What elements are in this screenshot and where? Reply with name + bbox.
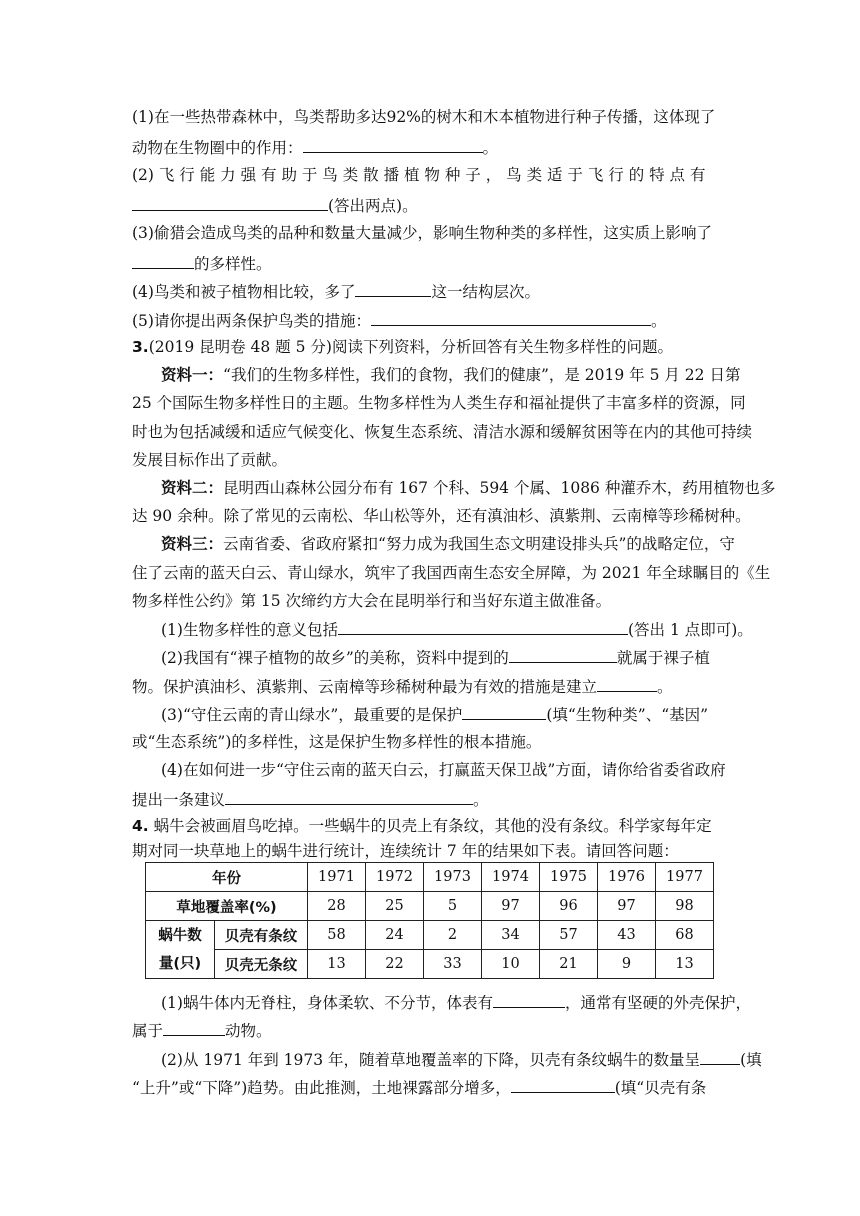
punct: 。 (482, 139, 499, 157)
plain-cell: 21 (540, 950, 598, 979)
material1-line2: 25 个国际生物多样性日的主题。生物多样性为人类生存和福祉提供了丰富多样的资源，同 (132, 394, 746, 412)
plain-cell: 33 (424, 950, 482, 979)
striped-cell: 34 (482, 921, 540, 950)
material3-line1 (161, 533, 735, 555)
year-header: 年份 (146, 863, 308, 892)
q4-b1-l2-pre: 属于 (132, 1022, 164, 1040)
punct: 。 (473, 791, 489, 809)
q2-part1-line2 (132, 136, 498, 159)
plain-cell: 10 (482, 950, 540, 979)
year-cell: 1973 (424, 863, 482, 892)
material3-line2: 住了云南的蓝天白云、青山绿水，筑牢了我国西南生态安全屏障，为 2021 年全球瞩目的《生 (132, 564, 771, 582)
answer-blank[interactable] (132, 252, 194, 269)
q3-a3-post: (填“生物种类”、“基因” (546, 706, 709, 724)
q3-answer1 (161, 618, 753, 641)
material2-line1 (161, 477, 775, 499)
answer-blank[interactable] (511, 1076, 615, 1093)
answer-blank[interactable] (509, 646, 617, 663)
material1-line4: 发展目标作出了贡献。 (132, 451, 288, 469)
snail-count-label-l1: 蜗牛数 (158, 927, 202, 944)
q3-a1-post: (答出 1 点即可)。 (627, 621, 753, 639)
answer-blank[interactable] (371, 309, 651, 326)
q2-part5-pre: (5)请你提出两条保护鸟类的措施： (132, 312, 371, 330)
q4-number: 4. (132, 817, 149, 835)
material1-label: 资料一： (161, 366, 224, 384)
table-row (146, 950, 714, 979)
year-cell: 1976 (598, 863, 656, 892)
cover-cell: 28 (308, 892, 366, 921)
cover-cell: 98 (656, 892, 714, 921)
material2-text: 昆明西山森林公园分布有 167 个科、594 个属、1086 种灌乔木，药用植物也多 (223, 479, 776, 497)
striped-cell: 57 (540, 921, 598, 950)
q2-part4-pre: (4)鸟类和被子植物相比较，多了 (132, 283, 356, 301)
striped-label: 贝壳有条纹 (215, 921, 308, 950)
material1-line3: 时也为包括减缓和适应气候变化、恢复生态系统、清洁水源和缓解贫困等在内的其他可持续 (132, 423, 753, 441)
answer-blank[interactable] (462, 703, 546, 720)
material1-line1 (161, 364, 740, 386)
q2-part3-line2 (132, 252, 272, 275)
year-cell: 1972 (366, 863, 424, 892)
year-cell: 1975 (540, 863, 598, 892)
punct: 。 (657, 678, 673, 696)
q3-answer2-line2 (132, 675, 673, 698)
q4-b1-post: ，通常有坚硬的外壳保护， (564, 994, 751, 1012)
q4-b1-pre: (1)蜗牛体内无脊柱，身体柔软、不分节，体表有 (161, 994, 493, 1012)
punct: 。 (650, 312, 667, 330)
plain-cell: 13 (308, 950, 366, 979)
q3-a2-pre: (2)我国有“裸子植物的故乡”的美称，资料中提到的 (161, 649, 509, 667)
plain-cell: 9 (598, 950, 656, 979)
q3-answer2-line1 (161, 646, 710, 669)
year-cell: 1971 (308, 863, 366, 892)
answer-blank[interactable] (303, 136, 483, 153)
q3-header (132, 336, 673, 358)
material3-text: 云南省委、省政府紧扣“努力成为我国生态文明建设排头兵”的战略定位，守 (223, 535, 735, 553)
answer-blank[interactable] (338, 618, 628, 635)
q4-intro-text: 蜗牛会被画眉鸟吃掉。一些蜗牛的贝壳上有条纹，其他的没有条纹。科学家每年定 (153, 817, 712, 835)
cover-cell: 97 (598, 892, 656, 921)
q3-answer4-line1: (4)在如何进一步“守住云南的蓝天白云，打赢蓝天保卫战”方面，请你给省委省政府 (161, 761, 726, 779)
snail-data-table (145, 862, 714, 979)
plain-label: 贝壳无条纹 (215, 950, 308, 979)
q2-part3-text: 的多样性。 (194, 255, 272, 273)
answer-blank[interactable] (132, 194, 328, 211)
table-row (146, 892, 714, 921)
snail-count-label-l2: 量(只) (158, 955, 202, 972)
q4-answer2-line1 (161, 1048, 762, 1071)
material3-label: 资料三： (161, 535, 224, 553)
q3-number: 3. (132, 338, 149, 356)
striped-cell: 24 (366, 921, 424, 950)
answer-blank[interactable] (355, 280, 431, 297)
q3-source: (2019 昆明卷 48 题 5 分) (148, 338, 332, 356)
material2-line2: 达 90 余种。除了常见的云南松、华山松等外，还有滇油杉、滇紫荆、云南樟等珍稀树种。 (132, 507, 751, 525)
q3-instruction: 阅读下列资料，分析回答有关生物多样性的问题。 (331, 338, 673, 356)
q2-part3-line1: (3)偷猎会造成鸟类的品种和数量大量减少，影响生物种类的多样性，这实质上影响了 (132, 224, 712, 242)
answer-blank[interactable] (597, 675, 657, 692)
q4-intro-line2: 期对同一块草地上的蜗牛进行统计，连续统计 7 年的结果如下表。请回答问题： (132, 842, 679, 860)
cover-cell: 5 (424, 892, 482, 921)
cover-label: 草地覆盖率(%) (146, 892, 308, 921)
year-cell: 1974 (482, 863, 540, 892)
year-cell: 1977 (656, 863, 714, 892)
q2-part2-line2 (132, 194, 418, 217)
q4-b2-l2-pre: “上升”或“下降”)趋势。由此推测，土地裸露部分增多， (132, 1079, 511, 1097)
snail-count-label (146, 921, 215, 979)
q4-intro-line1 (132, 815, 712, 837)
striped-cell: 2 (424, 921, 482, 950)
q2-part4-post: 这一结构层次。 (431, 283, 540, 301)
table-row (146, 863, 714, 892)
answer-blank[interactable] (225, 788, 473, 805)
striped-cell: 68 (656, 921, 714, 950)
cover-cell: 97 (482, 892, 540, 921)
q2-part4 (132, 280, 540, 303)
q2-part2-line1: (2) 飞 行 能 力 强 有 助 于 鸟 类 散 播 植 物 种 子 ， 鸟 类 适 于 飞 行 的 特 点 有 (132, 166, 706, 184)
q4-b2-l2-post: (填“贝壳有条 (614, 1079, 707, 1097)
q3-a4-pre: 提出一条建议 (132, 791, 226, 809)
q3-a3-pre: (3)“守住云南的青山绿水”，最重要的是保护 (161, 706, 463, 724)
material3-line3: 物多样性公约》第 15 次缔约方大会在昆明举行和当好东道主做准备。 (132, 592, 612, 610)
q3-answer3-line1 (161, 703, 708, 726)
q2-part2-hint: (答出两点)。 (328, 197, 418, 215)
striped-cell: 43 (598, 921, 656, 950)
q3-a2-post: 就属于裸子植 (616, 649, 710, 667)
q4-answer2-line2 (132, 1076, 706, 1099)
q2-part1-text: 动物在生物圈中的作用： (132, 139, 303, 157)
q3-a1-pre: (1)生物多样性的意义包括 (161, 621, 338, 639)
answer-blank[interactable] (163, 1019, 225, 1036)
plain-cell: 22 (366, 950, 424, 979)
answer-blank[interactable] (700, 1048, 740, 1065)
answer-blank[interactable] (493, 991, 565, 1008)
table-row (146, 921, 714, 950)
cover-cell: 25 (366, 892, 424, 921)
material1-text: “我们的生物多样性，我们的食物，我们的健康”，是 2019 年 5 月 22 日第 (223, 366, 741, 384)
plain-cell: 13 (656, 950, 714, 979)
q4-b2-pre: (2)从 1971 年到 1973 年，随着草地覆盖率的下降，贝壳有条纹蜗牛的数量呈 (161, 1051, 701, 1069)
q3-answer3-line2: 或“生态系统”)的多样性，这是保护生物多样性的根本措施。 (132, 733, 542, 751)
material2-label: 资料二： (161, 479, 224, 497)
q4-b1-l2-post: 动物。 (225, 1022, 272, 1040)
q3-answer4-line2 (132, 788, 489, 811)
q4-answer1-line2 (132, 1019, 272, 1042)
q2-part5 (132, 309, 666, 332)
q2-part1-line1: (1)在一些热带森林中，鸟类帮助多达92%的树木和木本植物进行种子传播，这体现了 (132, 108, 716, 126)
striped-cell: 58 (308, 921, 366, 950)
q4-answer1-line1 (161, 991, 751, 1014)
q4-b2-post: (填 (740, 1051, 762, 1069)
q3-a2-l2: 物。保护滇油杉、滇紫荆、云南樟等珍稀树种最为有效的措施是建立 (132, 678, 598, 696)
cover-cell: 96 (540, 892, 598, 921)
